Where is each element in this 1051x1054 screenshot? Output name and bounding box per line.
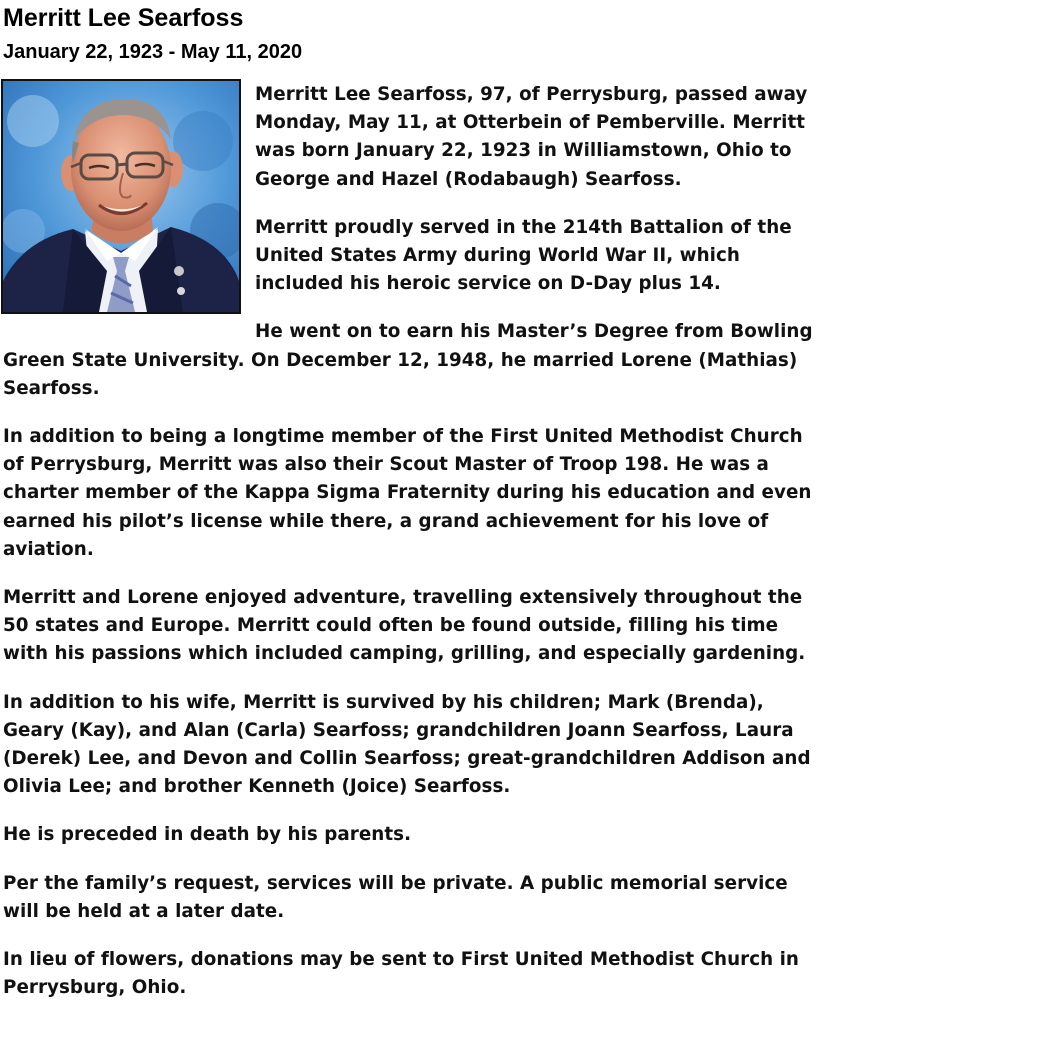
obituary — [3, 0, 823, 1022]
portrait-illustration — [3, 81, 239, 312]
paragraph-adventure: Merritt and Lorene enjoyed adventure, travelling extensively throughout the 50 states and Europe. Merritt could often be found outside, filling his time with his passions which included camping, grilling, and especially gardening. — [3, 587, 806, 665]
paragraph-survivors: In addition to his wife, Merritt is survived by his children; Mark (Brenda), Geary (Kay), and Alan (Carla) Searfoss; grandchildren Joann Searfoss, Laura (Derek) Lee, and Devon and Collin Searfoss; great-grandchildren Addison and Olivia Lee; and brother Kenneth (Joice) Searfoss. — [3, 691, 811, 798]
paragraph-education: He went on to earn his Master’s Degree from Bowling Green State University. On December 12, 1948, he married Lorene (Mathias) Searfoss. — [3, 321, 813, 399]
paragraph-intro: Merritt Lee Searfoss, 97, of Perrysburg, passed away Monday, May 11, at Otterbein of Pemberville. Merritt was born January 22, 1923 in Williamstown, Ohio to George and Hazel (Rodabaugh) Searfoss. — [255, 84, 808, 190]
obituary-dates: January 22, 1923 - May 11, 2020 — [3, 41, 303, 63]
paragraph-donations: In lieu of flowers, donations may be sent to First United Methodist Church in Perrysburg, Ohio. — [3, 949, 799, 999]
paragraph-preceded: He is preceded in death by his parents. — [3, 824, 412, 846]
obituary-name: Merritt Lee Searfoss — [3, 4, 244, 32]
paragraph-community: In addition to being a longtime member of the First United Methodist Church of Perrysburg, Merritt was also their Scout Master of Troop 198. He was a charter member of the Kappa Sigma Fraternity during his education and even earned his pilot’s license while there, a grand achievement for his love of aviation. — [3, 426, 812, 560]
paragraph-military: Merritt proudly served in the 214th Battalion of the United States Army during World War II, which included his heroic service on D-Day plus 14. — [255, 216, 792, 295]
portrait-photo — [1, 79, 241, 314]
paragraph-services: Per the family’s request, services will be private. A public memorial service will be held at a later date. — [3, 872, 788, 922]
